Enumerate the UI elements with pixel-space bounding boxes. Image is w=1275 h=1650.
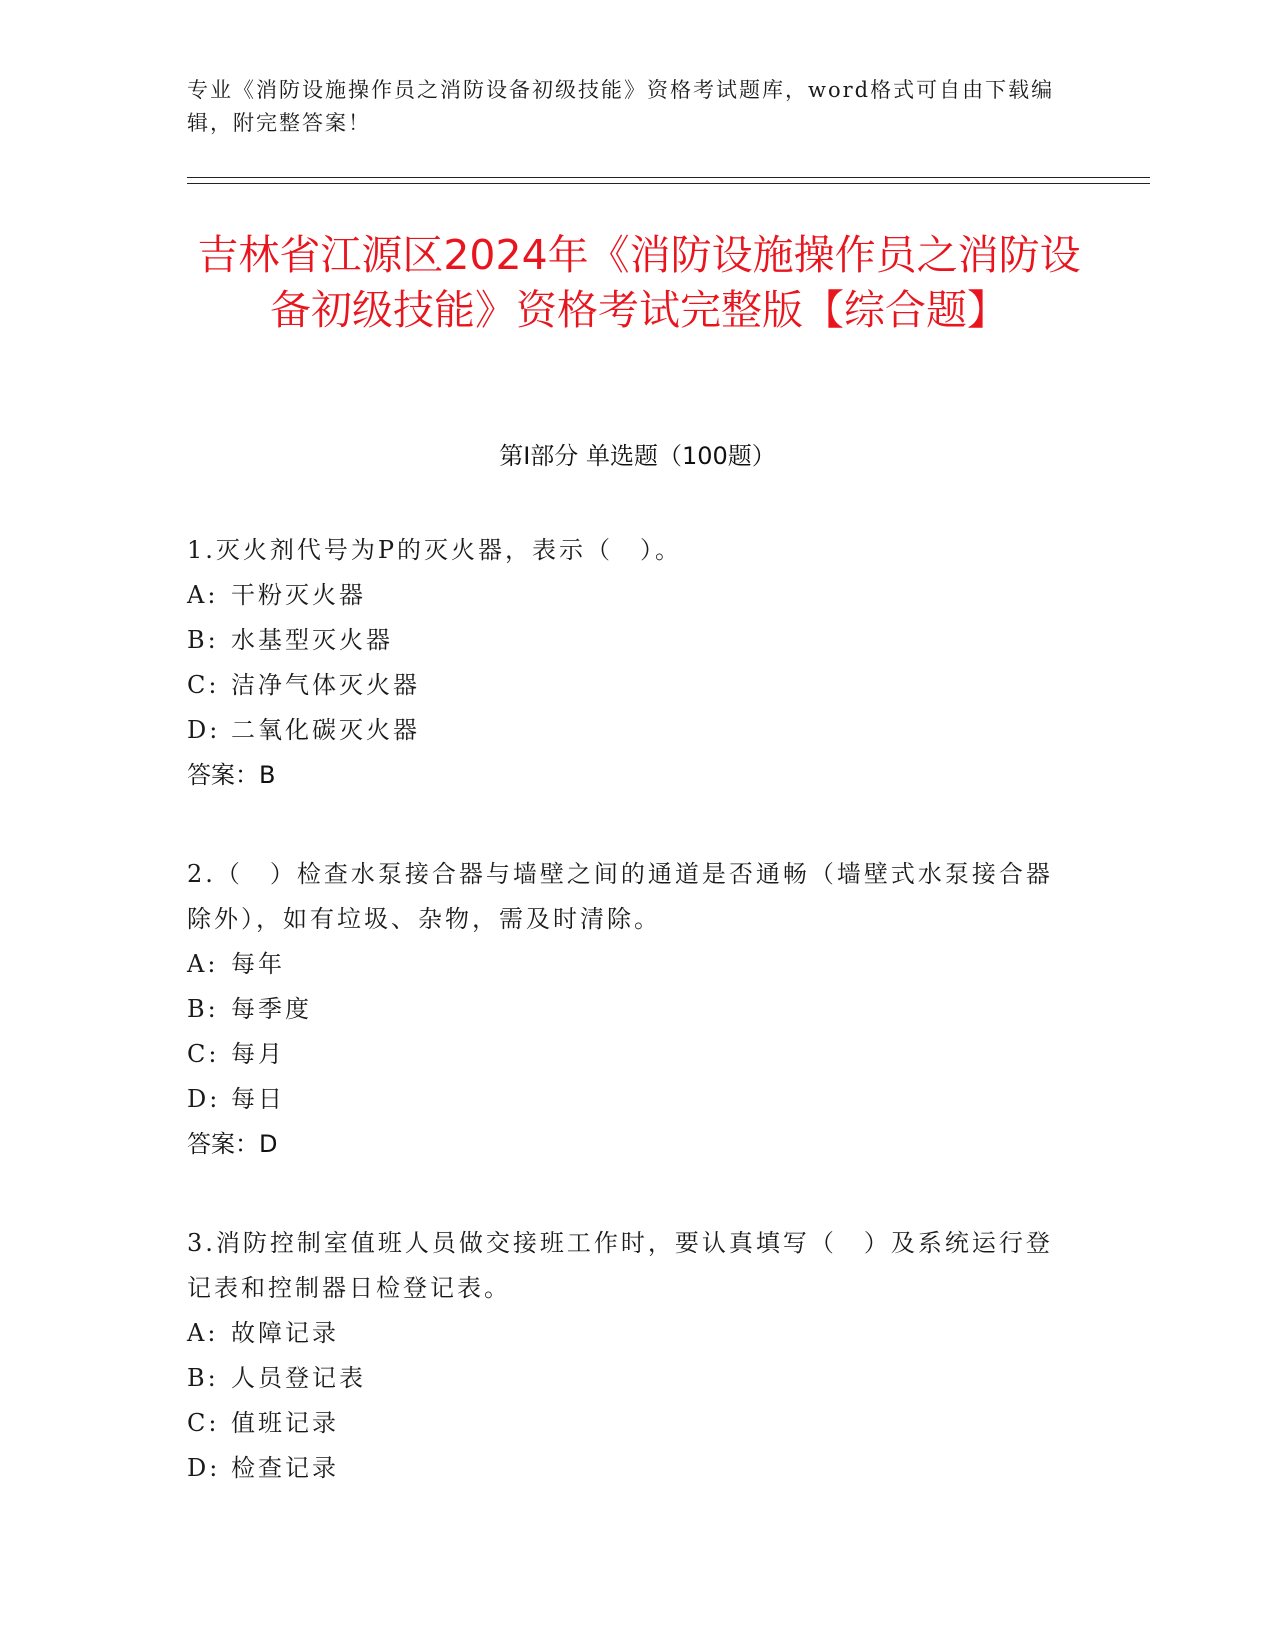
option-letter: D: (187, 1454, 221, 1482)
question-stem: 2.（ ）检查水泵接合器与墙壁之间的通道是否通畅（墙壁式水泵接合器除外），如有垃圾、杂物，需及时清除。 (187, 860, 1053, 933)
option-a (187, 573, 1067, 618)
document-title: 吉林省江源区2024年《消防设施操作员之消防设备初级技能》资格考试完整版【综合题】 (197, 231, 1081, 334)
option-text: 二氧化碳灭火器 (231, 716, 420, 744)
option-letter: B: (187, 995, 219, 1023)
option-b (187, 1356, 1067, 1401)
option-letter: D: (187, 1085, 221, 1113)
option-d (187, 1077, 1067, 1122)
option-text: 洁净气体灭火器 (231, 671, 420, 699)
question-list (187, 528, 1067, 1545)
option-letter: D: (187, 716, 221, 744)
option-letter: C: (187, 1040, 220, 1068)
option-letter: A: (187, 1319, 219, 1347)
option-c (187, 1401, 1067, 1446)
answer-line: 答案：D (187, 1130, 278, 1158)
question-stem: 1.灭火剂代号为P的灭火器，表示（ ）。 (187, 536, 683, 564)
section-heading: 第I部分 单选题（100题） (499, 442, 776, 470)
question-stem: 3.消防控制室值班人员做交接班工作时，要认真填写（ ）及系统运行登记表和控制器日检登记表。 (187, 1229, 1053, 1302)
option-text: 每季度 (231, 995, 312, 1023)
option-text: 人员登记表 (231, 1364, 366, 1392)
option-text: 检查记录 (231, 1454, 339, 1482)
option-text: 故障记录 (231, 1319, 339, 1347)
option-d (187, 708, 1067, 753)
option-b (187, 987, 1067, 1032)
option-text: 每年 (231, 950, 285, 978)
header-divider-top (187, 177, 1150, 178)
option-c (187, 663, 1067, 708)
option-letter: B: (187, 1364, 219, 1392)
option-d (187, 1446, 1067, 1491)
question-2 (187, 852, 1067, 1167)
option-letter: B: (187, 626, 219, 654)
option-letter: C: (187, 671, 220, 699)
header-note: 专业《消防设施操作员之消防设备初级技能》资格考试题库，word格式可自由下载编辑，附完整答案！ (187, 78, 1055, 135)
header-divider-bottom (187, 183, 1150, 184)
option-text: 干粉灭火器 (231, 581, 366, 609)
question-3 (187, 1221, 1067, 1491)
option-a (187, 1311, 1067, 1356)
option-letter: A: (187, 581, 219, 609)
option-text: 每日 (231, 1085, 285, 1113)
option-letter: A: (187, 950, 219, 978)
option-letter: C: (187, 1409, 220, 1437)
question-1 (187, 528, 1067, 798)
answer-line: 答案：B (187, 761, 276, 789)
option-text: 每月 (231, 1040, 285, 1068)
option-c (187, 1032, 1067, 1077)
option-text: 水基型灭火器 (231, 626, 393, 654)
option-text: 值班记录 (231, 1409, 339, 1437)
option-b (187, 618, 1067, 663)
option-a (187, 942, 1067, 987)
